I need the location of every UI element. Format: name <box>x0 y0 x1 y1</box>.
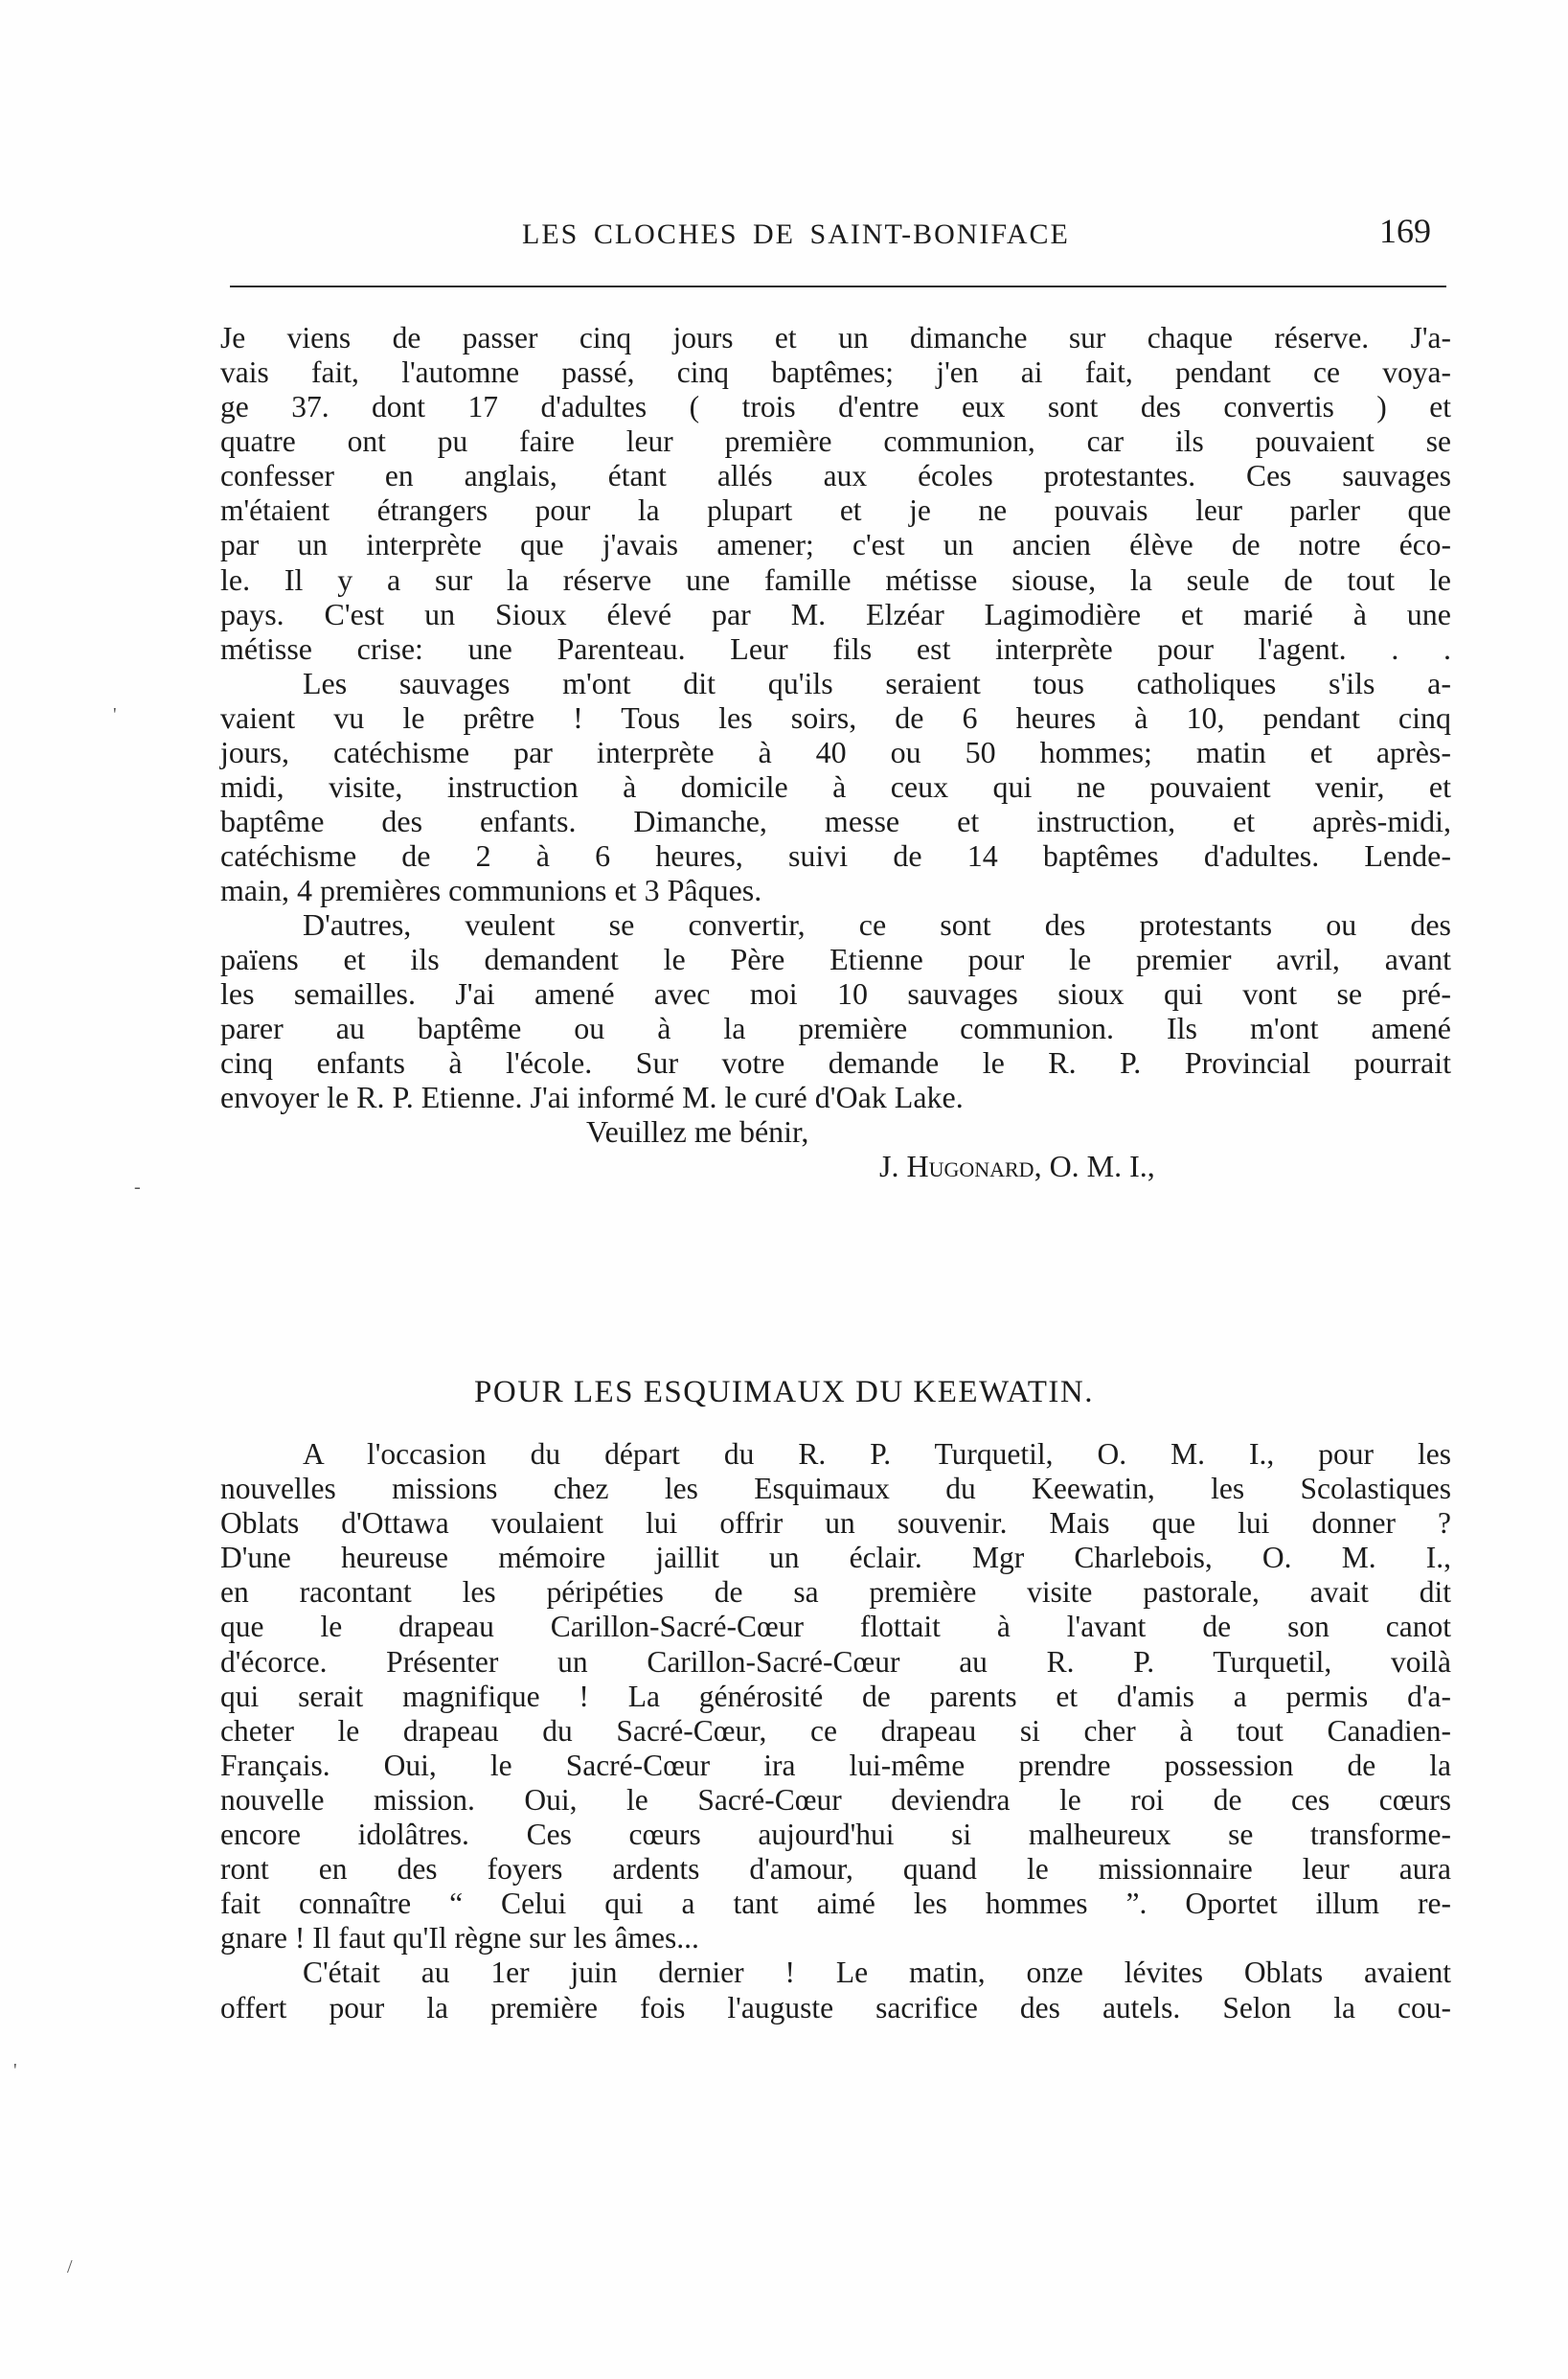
text-line: A l'occasion du départ du R. P. Turquetil, O. M. I., pour les <box>303 1437 1451 1471</box>
text-line: qui serait magnifique ! La générosité de parents et d'amis a permis d'a- <box>220 1679 1451 1713</box>
text-line: D'une heureuse mémoire jaillit un éclair. Mgr Charlebois, O. M. I., <box>220 1541 1451 1575</box>
text-line: fait connaître “ Celui qui a tant aimé les hommes ”. Oportet illum re- <box>220 1887 1451 1921</box>
text-line: m'étaient étrangers pour la plupart et je ne pouvais leur parler que <box>220 493 1451 527</box>
margin-mark: - <box>134 1177 141 1198</box>
text-line: Je viens de passer cinq jours et un dimanche sur chaque réserve. J'a- <box>220 321 1451 355</box>
text-line: en racontant les péripéties de sa première visite pastorale, avait dit <box>220 1575 1451 1610</box>
letter-text <box>220 321 1451 1183</box>
valediction: Veuillez me bénir, <box>586 1114 809 1149</box>
text-line: Oblats d'Ottawa voulaient lui offrir un souvenir. Mais que lui donner ? <box>220 1506 1451 1541</box>
header-rule <box>230 286 1446 287</box>
text-line: Français. Oui, le Sacré-Cœur ira lui-même prendre possession de la <box>220 1748 1451 1782</box>
text-line: D'autres, veulent se convertir, ce sont des protestants ou des <box>303 907 1451 942</box>
text-line: parer au baptême ou à la première communion. Ils m'ont amené <box>220 1011 1451 1045</box>
text-line: confesser en anglais, étant allés aux écoles protestantes. Ces sauvages <box>220 459 1451 492</box>
text-line: nouvelle mission. Oui, le Sacré-Cœur deviendra le roi de ces cœurs <box>220 1782 1451 1817</box>
signature-initial: J. <box>879 1149 899 1183</box>
text-line: que le drapeau Carillon-Sacré-Cœur flottait à l'avant de son canot <box>220 1610 1451 1644</box>
text-line: gnare ! Il faut qu'Il règne sur les âmes... <box>220 1921 699 1956</box>
text-line: main, 4 premières communions et 3 Pâques. <box>220 873 762 907</box>
signature <box>220 1149 1451 1183</box>
text-line: quatre ont pu faire leur première communion, car ils pouvaient se <box>220 424 1451 458</box>
signature-suffix: , O. M. I., <box>1034 1149 1155 1183</box>
margin-mark: ' <box>13 2060 17 2081</box>
text-line: encore idolâtres. Ces cœurs aujourd'hui si malheureux se transforme- <box>220 1818 1451 1852</box>
text-line: Les sauvages m'ont dit qu'ils seraient tous catholiques s'ils a- <box>303 666 1451 700</box>
text-line: cinq enfants à l'école. Sur votre demande le R. P. Provincial pourrait <box>220 1045 1451 1080</box>
text-line: d'écorce. Présenter un Carillon-Sacré-Cœur au R. P. Turquetil, voilà <box>220 1644 1451 1679</box>
margin-mark: ' <box>113 704 117 725</box>
running-head: LES CLOCHES DE SAINT-BONIFACE <box>522 218 1070 250</box>
text-line: C'était au 1er juin dernier ! Le matin, onze lévites Oblats avaient <box>303 1956 1451 1990</box>
text-line: ge 37. dont 17 d'adultes ( trois d'entre eux sont des convertis ) et <box>220 390 1451 423</box>
text-line: ront en des foyers ardents d'amour, quand le missionnaire leur aura <box>220 1852 1451 1887</box>
text-line: offert pour la première fois l'auguste sacrifice des autels. Selon la cou- <box>220 1990 1451 2024</box>
text-line: vais fait, l'automne passé, cinq baptêmes; j'en ai fait, pendant ce voya- <box>220 355 1451 389</box>
text-line: le. Il y a sur la réserve une famille métisse siouse, la seule de tout le <box>220 562 1451 597</box>
section-text <box>220 1437 1451 2025</box>
text-line: catéchisme de 2 à 6 heures, suivi de 14 baptêmes d'adultes. Lende- <box>220 838 1451 873</box>
text-line: midi, visite, instruction à domicile à ceux qui ne pouvaient venir, et <box>220 769 1451 804</box>
text-line: vaient vu le prêtre ! Tous les soirs, de 6 heures à 10, pendant cinq <box>220 700 1451 735</box>
text-line: métisse crise: une Parenteau. Leur fils est interprète pour l'agent. . . <box>220 631 1451 666</box>
text-line: pays. C'est un Sioux élevé par M. Elzéar Lagimodière et marié à une <box>220 597 1451 631</box>
text-line: baptême des enfants. Dimanche, messe et instruction, et après-midi, <box>220 804 1451 838</box>
text-line: jours, catéchisme par interprète à 40 ou 50 hommes; matin et après- <box>220 735 1451 769</box>
text-line: envoyer le R. P. Etienne. J'ai informé M. le curé d'Oak Lake. <box>220 1080 964 1114</box>
section-title: POUR LES ESQUIMAUX DU KEEWATIN. <box>474 1375 1094 1409</box>
margin-mark: / <box>67 2256 73 2277</box>
text-line: nouvelles missions chez les Esquimaux du Keewatin, les Scolastiques <box>220 1472 1451 1506</box>
text-line: cheter le drapeau du Sacré-Cœur, ce drapeau si cher à tout Canadien- <box>220 1713 1451 1748</box>
page-number: 169 <box>1379 212 1431 250</box>
text-line: païens et ils demandent le Père Etienne pour le premier avril, avant <box>220 942 1451 976</box>
text-line: par un interprète que j'avais amener; c'est un ancien élève de notre éco- <box>220 528 1451 561</box>
text-line: les semailles. J'ai amené avec moi 10 sauvages sioux qui vont se pré- <box>220 976 1451 1011</box>
signature-name: Hugonard <box>906 1149 1034 1183</box>
